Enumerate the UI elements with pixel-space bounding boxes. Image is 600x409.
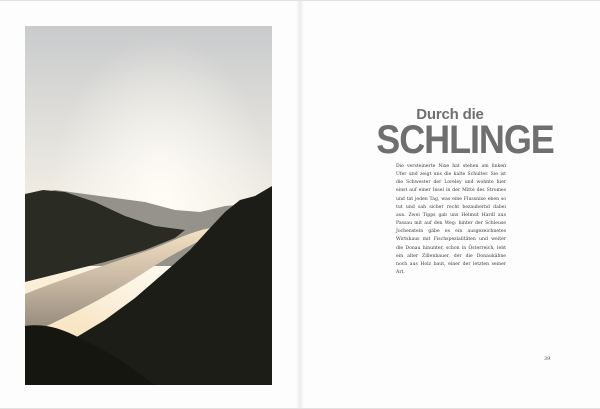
article-title: SCHLINGE	[376, 118, 554, 162]
page-gutter	[296, 1, 304, 408]
article-body: Die versteinerte Nixe hat stehen am linken Ufer und zeigt uns die kalte Schulter. Sie ist die Schwester der Loreley und wohnte hier einst auf einer Insel in der Mitte des Stromes und tat jeden Tag, was eine Flussnixe eben so tut und sah sicher recht bezaubernd dabei aus. Zwei Tipps gab uns Helmut Hardl aus Passau mit auf den Weg: hinter der Schleuse Jochenstein gäbe es ein ausgezeichnetes Wirtshaus mit Fischspezialitäten und weiter die Donau hinunter, schon in Österreich, lebt ein alter Zillenbauer, der die Donaukähne noch aus Holz baut, einer der letzten seiner Art.	[396, 164, 506, 276]
article-subtitle: Durch die	[416, 106, 484, 123]
river-landscape-photo	[25, 26, 272, 385]
page-number: 39	[544, 356, 551, 362]
